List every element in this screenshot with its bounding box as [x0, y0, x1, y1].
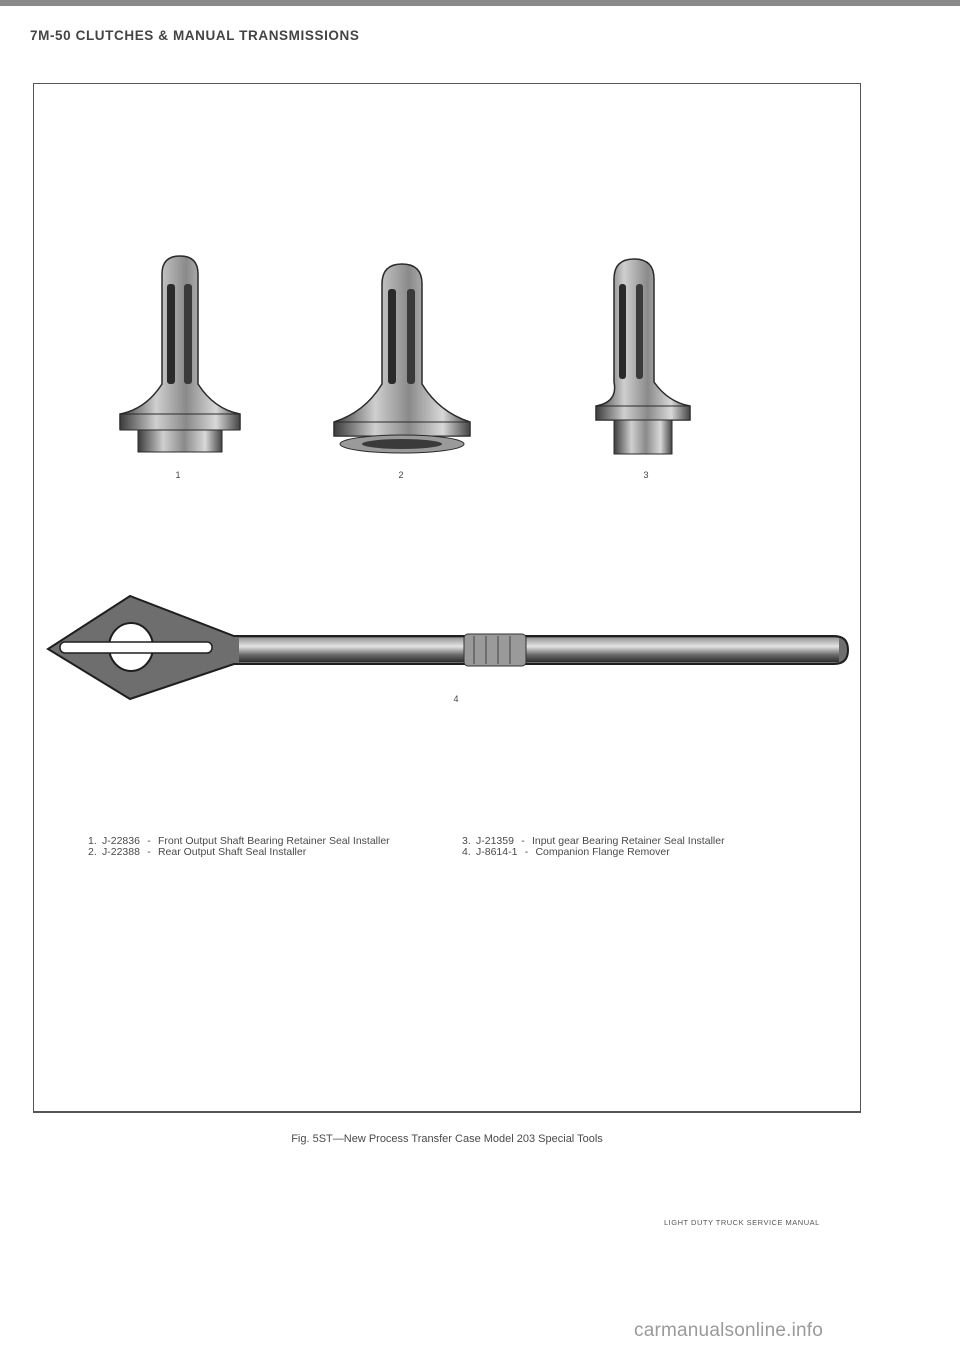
legend-column-right — [462, 836, 812, 858]
tool-2-label: 2 — [398, 470, 404, 480]
tool-3-label: 3 — [643, 470, 649, 480]
figure-caption: Fig. 5ST—New Process Transfer Case Model 203 Special Tools — [291, 1133, 603, 1145]
legend-column-left — [88, 836, 458, 858]
watermark-text: carmanualsonline.info — [634, 1320, 824, 1341]
seal-installer-1-image — [120, 256, 240, 452]
legend-item: 1. J-22836 - Front Output Shaft Bearing Retainer Seal Installer — [88, 835, 390, 847]
seal-installer-3-image — [596, 259, 690, 454]
legend-item: 3. J-21359 - Input gear Bearing Retainer Seal Installer — [462, 835, 725, 847]
page-header: 7M-50 CLUTCHES & MANUAL TRANSMISSIONS — [30, 28, 360, 43]
legend-item: 4. J-8614-1 - Companion Flange Remover — [462, 846, 670, 858]
page-footer: LIGHT DUTY TRUCK SERVICE MANUAL — [664, 1218, 820, 1227]
tool-1-label: 1 — [175, 470, 181, 480]
figure-illustration — [34, 84, 860, 784]
flange-remover-wrench-image — [48, 596, 848, 699]
tool-4-label: 4 — [453, 694, 459, 704]
top-rule — [0, 0, 960, 6]
legend-item: 2. J-22388 - Rear Output Shaft Seal Installer — [88, 846, 307, 858]
seal-installer-2-image — [334, 264, 470, 453]
